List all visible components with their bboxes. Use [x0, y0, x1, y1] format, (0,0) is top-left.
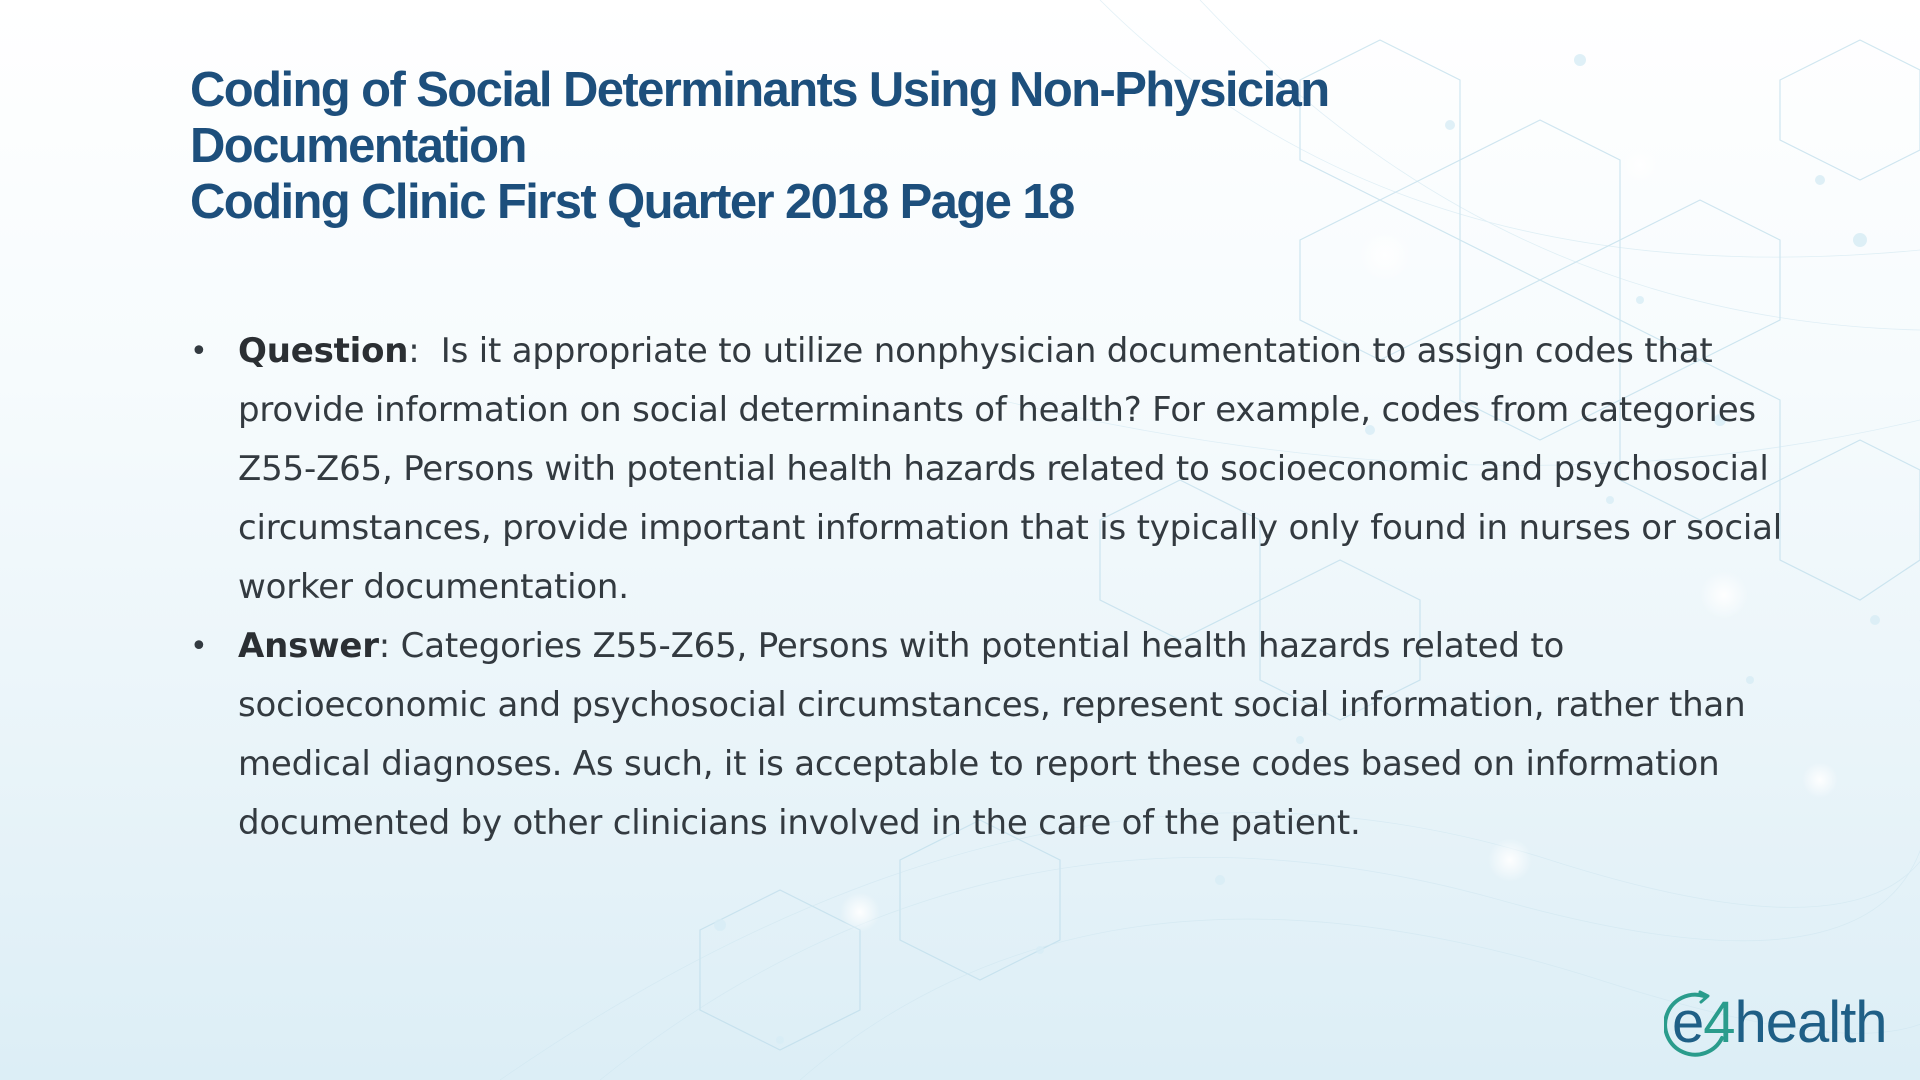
bullet-marker: • — [190, 629, 208, 664]
slide-title — [190, 62, 1490, 230]
logo-four: 4 — [1703, 990, 1735, 1055]
question-separator: : — [408, 331, 441, 371]
title-line-3: Coding Clinic First Quarter 2018 Page 18 — [190, 175, 1074, 229]
bullet-answer — [190, 617, 1790, 853]
title-line-2: Documentation — [190, 119, 526, 173]
title-line-1: Coding of Social Determinants Using Non-Physician — [190, 63, 1329, 117]
logo-suffix: health — [1734, 990, 1887, 1055]
answer-term: Answer — [238, 626, 379, 666]
logo-wordmark — [1672, 988, 1887, 1058]
bullet-question — [190, 322, 1790, 617]
bullet-marker: • — [190, 334, 208, 369]
answer-text: Categories Z55-Z65, Persons with potential health hazards related to socioeconomic and psychosocial circumstances, represent social information, rather than medical diagnoses. As such, it is acceptable to report these codes based on information documented by other clinicians involved in the care of the patient. — [238, 626, 1746, 843]
question-term: Question — [238, 331, 409, 371]
e4health-logo — [1664, 988, 1904, 1060]
question-text: Is it appropriate to utilize nonphysician documentation to assign codes that provide information on social determinants of health? For example, codes from categories Z55-Z65, Persons with potential health hazards related to socioeconomic and psychosocial circumstances, provide important information that is typically only found in nurses or social worker documentation. — [238, 331, 1783, 607]
logo-prefix: e — [1672, 990, 1704, 1055]
bullet-list — [190, 322, 1790, 853]
answer-separator: : — [378, 626, 401, 666]
